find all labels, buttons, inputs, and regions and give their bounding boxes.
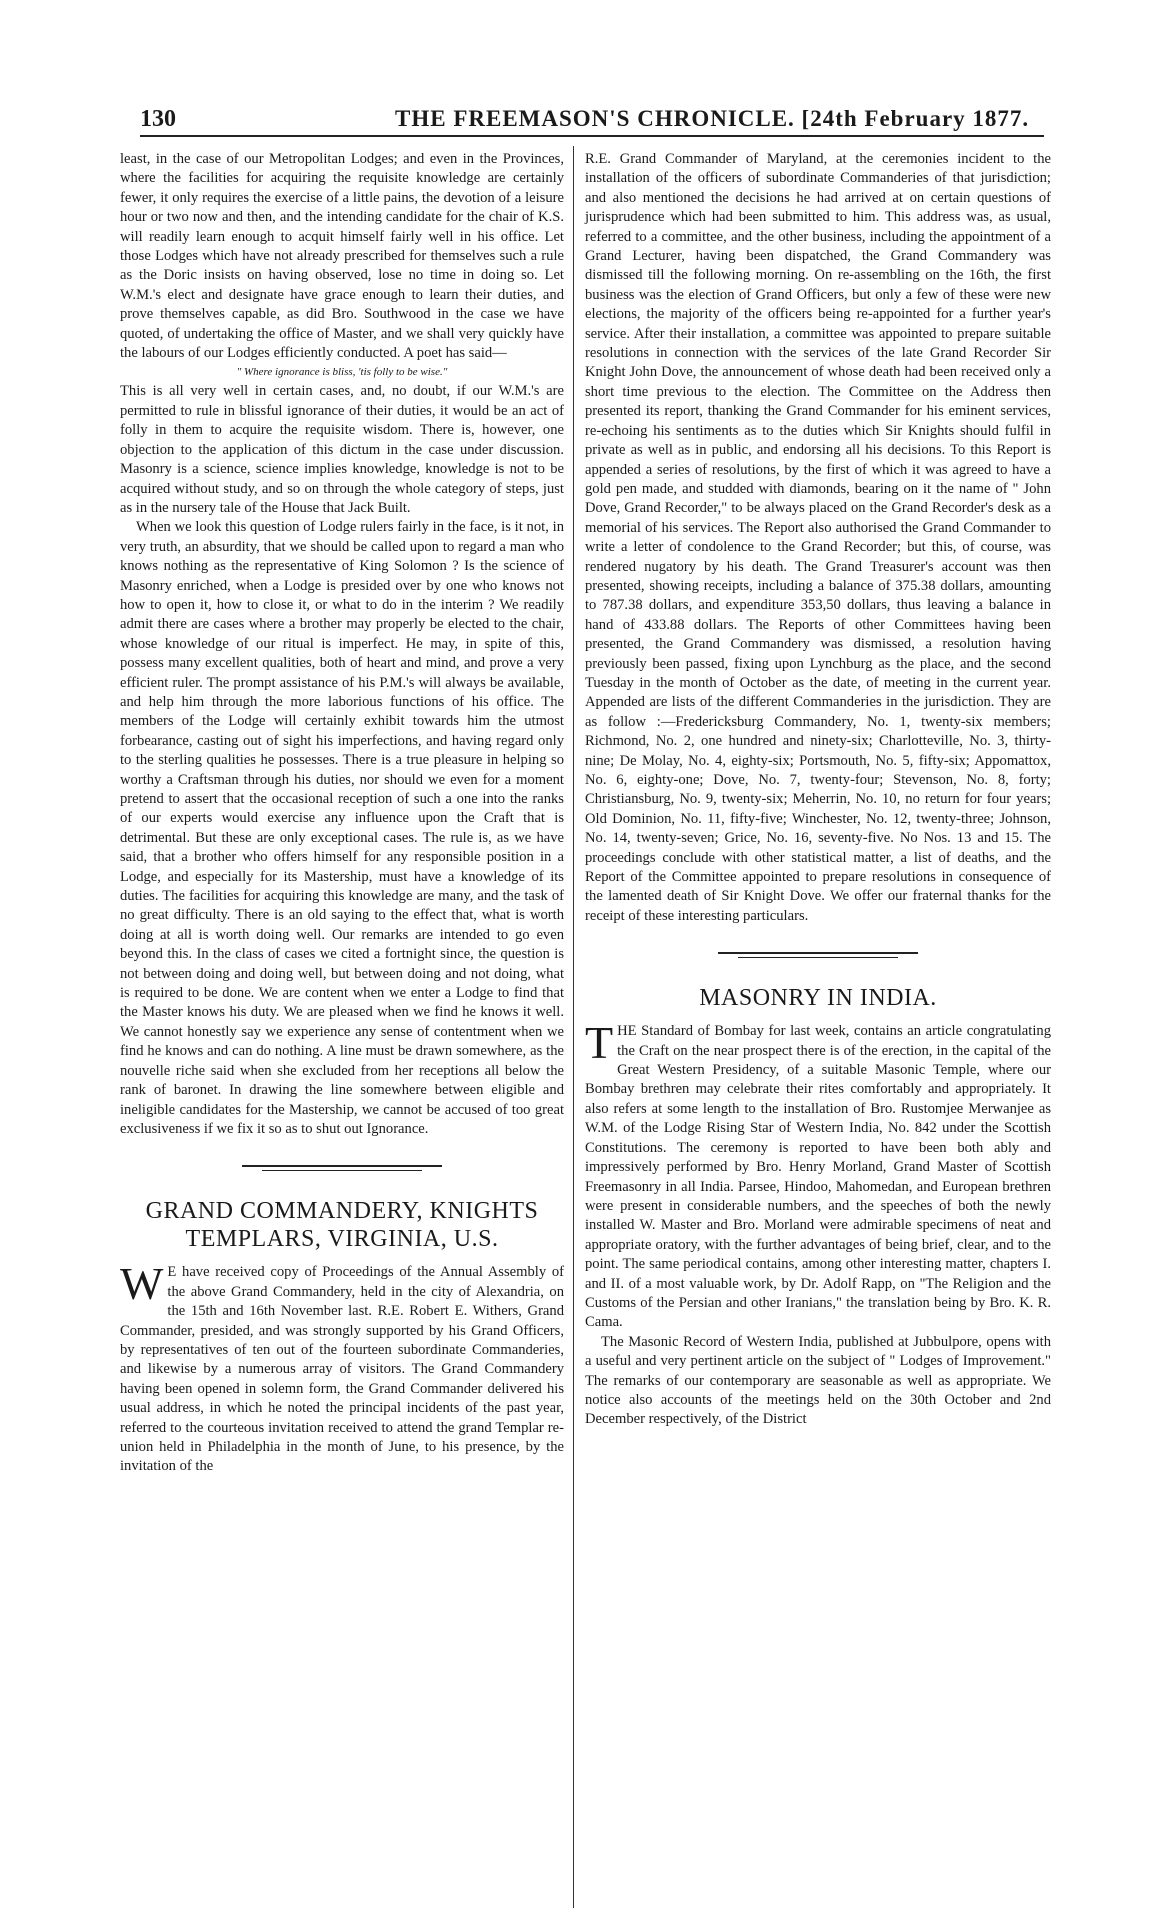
section-separator: [718, 952, 918, 958]
section-separator: [242, 1165, 442, 1171]
header-rule: [140, 135, 1044, 137]
right-column: [585, 150, 1051, 1430]
page-header: [140, 106, 1046, 134]
article-paragraph: [120, 1258, 564, 1476]
article-paragraph: This is all very well in certain cases, and, no doubt, if our W.M.'s are permitted to rule in blissful ignorance of their duties, it would be an act of folly in them to acquire the requisite wisdom. There is, however, one objection to the application of this dictum in the case under discussion. Masonry is a science, science implies knowledge, knowledge is not to be acquired without study, and so on through the whole category of steps, just as in the nursery tale of the House that Jack Built.: [120, 383, 564, 516]
poem-quote: " Where ignorance is bliss, 'tis folly to be wise.": [236, 366, 448, 379]
article-paragraph: R.E. Grand Commander of Maryland, at the ceremonies incident to the installation of the officers of subordinate Commanderies of that jurisdiction; and also mentioned the decisions he had arrived at on certain questions of jurisprudence which had been submitted to him. This address was, as usual, referred to a committee, and the other business, including the appointment of a Grand Lecturer, having been dispatched, the Grand Commandery was dismissed till the following morning. On re-assembling on the 16th, the first business was the election of Grand Officers, but only a few of these were new elections, the majority of the officers being re-appointed for a further year's service. After their installation, a committee was appointed to prepare suitable resolutions in connection with the services of the late Grand Recorder Sir Knight John Dove, the announcement of whose death had been received only a short time previous to the election. The Committee on the Address then presented its report, thanking the Grand Commander for his eminent services, re-echoing his sentiments as to the duties which Sir Knights should fulfil in private as well as in public, and endorsing all his decisions. To this Report is appended a series of resolutions, by the first of which it was agreed to have a gold pen made, and studded with diamonds, bearing on it the name of " John Dove, Grand Recorder," to be always placed on the Grand Recorder's desk as a memorial of his services. The Report also authorised the Grand Commander to write a letter of condolence to the Grand Recorder; but this, of course, was rendered nugatory by his death. The Grand Treasurer's account was then presented, showing receipts, including a balance of 375.38 dollars, amounting to 787.38 dollars, and expenditure 353,50 dollars, thus leaving a balance in hand of 433.88 dollars. The Reports of other Committees having been presented, the Grand Commandery was dismissed, a resolution having previously been passed, fixing upon Lynchburg as the place, and the second Tuesday in the month of October as the date, of meeting in the current year. Appended are lists of the different Commanderies in the jurisdiction. They are as follow :—Fredericksburg Commandery, No. 1, twenty-six members; Richmond, No. 2, one hundred and ninety-six; Charlotteville, No. 3, thirty-nine; De Molay, No. 4, eighty-six; Portsmouth, No. 5, fifty-six; Appomattox, No. 6, eighty-one; Dove, No. 7, twenty-four; Stevenson, No. 8, forty; Christiansburg, No. 9, twenty-six; Meherrin, No. 10, no return for four years; Old Dominion, No. 11, fifty-five; Winchester, No. 12, twenty-three; Johnson, No. 14, twenty-seven; Grice, No. 16, seventy-five. No Nos. 13 and 15. The proceedings conclude with other statistical matter, a list of deaths, and the Report of the Committee appointed to prepare resolutions in consequence of the lamented death of Sir Knight Dove. We offer our fraternal thanks for the receipt of these interesting particulars.: [585, 151, 1051, 924]
article-text: E have received copy of Proceedings of the Annual Assembly of the above Grand Commandery, held in the city of Alexandria, on the 15th and 16th November last. R.E. Robert E. Withers, Grand Commander, presided, and was strongly supported by his Grand Officers, by representatives of ten out of the fourteen subordinate Commanderies, and likewise by a numerous array of visitors. The Grand Commandery having been opened in solemn form, the Grand Commander delivered his usual address, in which he noted the principal incidents of the past year, referred to the courteous invitation received to attend the grand Templar re-union held in Philadelphia in the month of June, to his presence, by the invitation of the: [120, 1264, 564, 1475]
article-text: HE Standard of Bombay for last week, contains an article congratulating the Craft on the near prospect there is of the erection, in the capital of the Great Western Presidency, of a suitable Masonic Temple, where our Bombay brethren may celebrate their rites comfortably and appropriately. It also refers at some length to the installation of Bro. Rustomjee Merwanjee as W.M. of the Lodge Rising Star of Western India, No. 842 under the Scottish Constitutions. The ceremony is reported to have been both ably and impressively performed by Bro. Henry Morland, Grand Master of Scottish Freemasonry in all India. Parsee, Hindoo, Mahomedan, and European brethren were present in considerable numbers, and the speeches of both the newly installed W. Master and Bro. Morland were admirable specimens of neat and appropriate oratory, with the further advantages of being brief, clear, and to the point. The same periodical contains, among other interesting matter, chapters I. and II. of a most valuable work, by Dr. Adolf Rapp, on "The Religion and the Customs of the Persian and other Iranians," the translation being by Bro. K. R. Cama.: [585, 1023, 1051, 1331]
article-paragraph: [585, 1017, 1051, 1333]
drop-cap: W: [120, 1258, 164, 1310]
page-number: 130: [140, 106, 176, 132]
article-heading: MASONRY IN INDIA.: [699, 985, 937, 1012]
article-paragraph: least, in the case of our Metropolitan Lodges; and even in the Provinces, where the facilities for acquiring the requisite knowledge are certainly fewer, it only requires the exercise of a little pains, the devotion of a leisure hour or two now and then, and the intending candidate for the chair of K.S. will readily learn enough to acquit himself fairly well in his office. Let those Lodges which have not already prescribed for themselves such a rule as the Doric insists on having observed, lose no time in doing so. Let W.M.'s elect and designate have grace enough to learn their duties, and prove themselves capable, as did Bro. Southwood in the case we have quoted, of undertaking the office of Master, and we shall very quickly have the labours of our Lodges efficiently conducted. A poet has said—: [120, 151, 564, 362]
article-heading: GRAND COMMANDERY, KNIGHTS TEMPLARS, VIRGINIA, U.S.: [145, 1198, 539, 1253]
drop-cap: T: [585, 1017, 614, 1069]
article-paragraph: When we look this question of Lodge rulers fairly in the face, is it not, in very truth, an absurdity, that we should be called upon to regard a man who knows nothing as the representative of King Solomon ? Is the science of Masonry enriched, when a Lodge is presided over by one who knows not how to open it, how to close it, or what to do in the interim ? We readily admit there are cases where a brother may properly be elected to the chair, whose knowledge of our ritual is imperfect. He may, in spite of this, possess many excellent qualities, both of heart and mind, and prove a very efficient ruler. The prompt assistance of his P.M.'s will always be available, and help him through the more laborious functions of his office. The members of the Lodge will certainly exhibit towards him the utmost forbearance, casting out of sight his imperfections, and having regard only to the sterling qualities he possesses. There is a true pleasure in helping so worthy a Craftsman through his duties, nor should we even for a moment pretend to assert that the occasional reception of such a one into the ranks of our experts would exercise any influence upon the Craft that is detrimental. But these are only exceptional cases. The rule is, as we have said, that a brother who offers himself for any responsible position in a Lodge, and especially for its Mastership, must have a knowledge of its duties. The facilities for acquiring this knowledge are many, and the task of no great difficulty. There is an old saying to the effect that, what is worth doing at all is worth doing well. Our remarks are intended to go even beyond this. In the class of cases we cited a fortnight since, the question is not between doing and doing well, but between doing and not doing, what is required to be done. We are content when we enter a Lodge to find that the Master knows his duty. We are pleased when we find he knows it well. We cannot honestly say we experience any sense of contentment when we find he knows and can do nothing. A line must be drawn somewhere, as the nouvelle riche said when she excluded from her receptions all below the rank of baronet. In drawing the line somewhere between eligible and ineligible candidates for the Mastership, we cannot be accused of too great exclusiveness if we fix it so as to shut out Ignorance.: [120, 519, 564, 1137]
masthead: THE FREEMASON'S CHRONICLE. [24th February 1877.: [395, 106, 1030, 131]
article-paragraph: The Masonic Record of Western India, published at Jubbulpore, opens with a useful and very pertinent article on the subject of " Lodges of Improvement." The remarks of our contemporary are seasonable as well as appropriate. We notice also accounts of the meetings held on the 30th October and 2nd December respectively, of the District: [585, 1333, 1051, 1428]
left-column: [120, 150, 564, 1477]
column-divider: [573, 146, 574, 1908]
